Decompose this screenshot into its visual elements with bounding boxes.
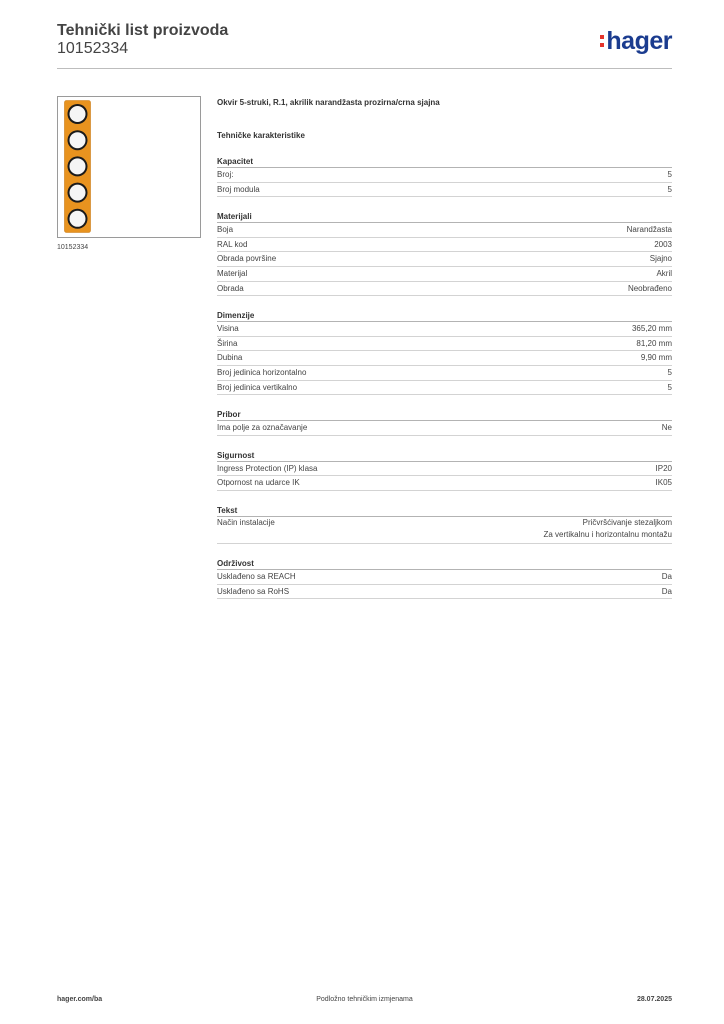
hager-logo xyxy=(600,26,672,56)
spec-row xyxy=(217,238,672,253)
spec-label: RAL kod xyxy=(217,239,248,249)
section-title: Održivost xyxy=(217,558,672,570)
spec-label: Način instalacije xyxy=(217,517,275,527)
spec-label: Broj modula xyxy=(217,184,260,194)
image-caption: 10152334 xyxy=(57,244,89,251)
page-footer xyxy=(57,996,672,1008)
section-title: Pribor xyxy=(217,409,672,421)
spec-row xyxy=(217,517,672,544)
frame-opening xyxy=(70,211,86,227)
spec-value-line: Ne xyxy=(661,423,672,433)
spec-row xyxy=(217,282,672,297)
spec-label: Širina xyxy=(217,338,238,348)
logo-text: hager xyxy=(606,26,672,55)
spec-value xyxy=(636,337,672,351)
spec-row xyxy=(217,337,672,352)
spec-row xyxy=(217,366,672,381)
product-image xyxy=(57,96,201,238)
five-gang-frame-image xyxy=(64,100,91,233)
spec-label: Ima polje za označavanje xyxy=(217,423,308,433)
footer-date: 28.07.2025 xyxy=(636,996,672,1003)
spec-section xyxy=(217,505,672,544)
spec-value-line: 5 xyxy=(667,170,672,179)
spec-value xyxy=(668,183,672,197)
spec-section xyxy=(217,450,672,491)
spec-value xyxy=(632,322,672,336)
spec-value xyxy=(662,570,672,584)
spec-value xyxy=(656,476,672,490)
spec-value xyxy=(628,282,672,296)
footer-notice: Podložno tehničkim izmjenama xyxy=(316,996,413,1003)
spec-label: Obrada površine xyxy=(217,254,277,264)
tech-heading: Tehničke karakteristike xyxy=(217,131,305,140)
spec-value xyxy=(662,421,672,435)
spec-row xyxy=(217,421,672,436)
spec-section xyxy=(217,310,672,395)
spec-value xyxy=(641,351,672,365)
spec-row xyxy=(217,168,672,183)
page-title: Tehnički list proizvoda xyxy=(57,22,229,39)
spec-row xyxy=(217,381,672,396)
spec-value xyxy=(656,462,672,476)
spec-value xyxy=(654,238,672,252)
footer-website: hager.com/ba xyxy=(57,996,103,1003)
spec-label: Ingress Protection (IP) klasa xyxy=(217,463,318,473)
spec-row xyxy=(217,476,672,491)
spec-value-line: IP20 xyxy=(655,463,672,473)
spec-section xyxy=(217,558,672,599)
spec-value-line: Narandžasta xyxy=(626,225,672,235)
spec-value xyxy=(662,585,672,599)
frame-opening xyxy=(70,106,86,122)
spec-value-line: 5 xyxy=(667,184,672,194)
frame-opening xyxy=(70,158,86,174)
frame-opening xyxy=(70,185,86,201)
section-title: Sigurnost xyxy=(217,450,672,462)
spec-label: Usklađeno sa REACH xyxy=(217,571,296,581)
spec-row xyxy=(217,223,672,238)
spec-label: Broj: xyxy=(217,170,234,179)
spec-row xyxy=(217,252,672,267)
spec-row xyxy=(217,351,672,366)
frame-opening xyxy=(70,132,86,148)
spec-row xyxy=(217,462,672,477)
spec-value xyxy=(656,267,672,281)
spec-value-line: 5 xyxy=(667,367,672,377)
spec-value-line: 9,90 mm xyxy=(640,353,672,363)
spec-label: Materijal xyxy=(217,268,248,278)
spec-row xyxy=(217,183,672,198)
spec-label: Usklađeno sa RoHS xyxy=(217,586,290,596)
spec-label: Boja xyxy=(217,225,234,235)
spec-value-line: Akril xyxy=(656,268,672,278)
spec-row xyxy=(217,267,672,282)
spec-value-line: Sjajno xyxy=(649,254,672,264)
spec-value xyxy=(627,223,672,237)
section-title: Tekst xyxy=(217,505,672,517)
section-title: Kapacitet xyxy=(217,156,672,168)
spec-row xyxy=(217,322,672,337)
spec-label: Dubina xyxy=(217,353,243,363)
section-title: Dimenzije xyxy=(217,310,672,322)
spec-value xyxy=(650,252,672,266)
spec-value-line: 81,20 mm xyxy=(636,338,672,348)
spec-value-line: Za vertikalnu i horizontalnu montažu xyxy=(543,529,672,539)
spec-value-line: Da xyxy=(661,571,672,581)
spec-label: Otpornost na udarce IK xyxy=(217,478,300,488)
spec-label: Obrada xyxy=(217,283,244,293)
logo-dots-icon xyxy=(600,33,604,49)
spec-value-line: 5 xyxy=(667,382,672,392)
spec-section xyxy=(217,409,672,436)
document-number: 10152334 xyxy=(57,40,129,57)
spec-section xyxy=(217,211,672,296)
spec-section xyxy=(217,156,672,197)
header-divider xyxy=(57,68,672,69)
section-title: Materijali xyxy=(217,211,672,223)
spec-value-line: 2003 xyxy=(654,239,672,249)
spec-value-line: 365,20 mm xyxy=(631,324,672,334)
page-header xyxy=(57,22,672,69)
spec-value xyxy=(543,517,672,541)
spec-value-line: IK05 xyxy=(655,478,672,488)
spec-content xyxy=(217,96,672,599)
spec-value-line: Da xyxy=(661,586,672,596)
spec-value-line: Pričvršćivanje stezaljkom xyxy=(582,517,672,527)
spec-value xyxy=(668,381,672,395)
spec-sections xyxy=(217,156,672,599)
spec-value xyxy=(668,366,672,380)
spec-label: Visina xyxy=(217,324,239,334)
spec-label: Broj jedinica horizontalno xyxy=(217,367,307,377)
spec-value xyxy=(668,168,672,182)
spec-row xyxy=(217,585,672,600)
product-description: Okvir 5-struki, R.1, akrilik narandžasta prozirna/crna sjajna xyxy=(217,98,440,107)
spec-label: Broj jedinica vertikalno xyxy=(217,382,298,392)
spec-row xyxy=(217,570,672,585)
spec-value-line: Neobrađeno xyxy=(627,283,672,293)
